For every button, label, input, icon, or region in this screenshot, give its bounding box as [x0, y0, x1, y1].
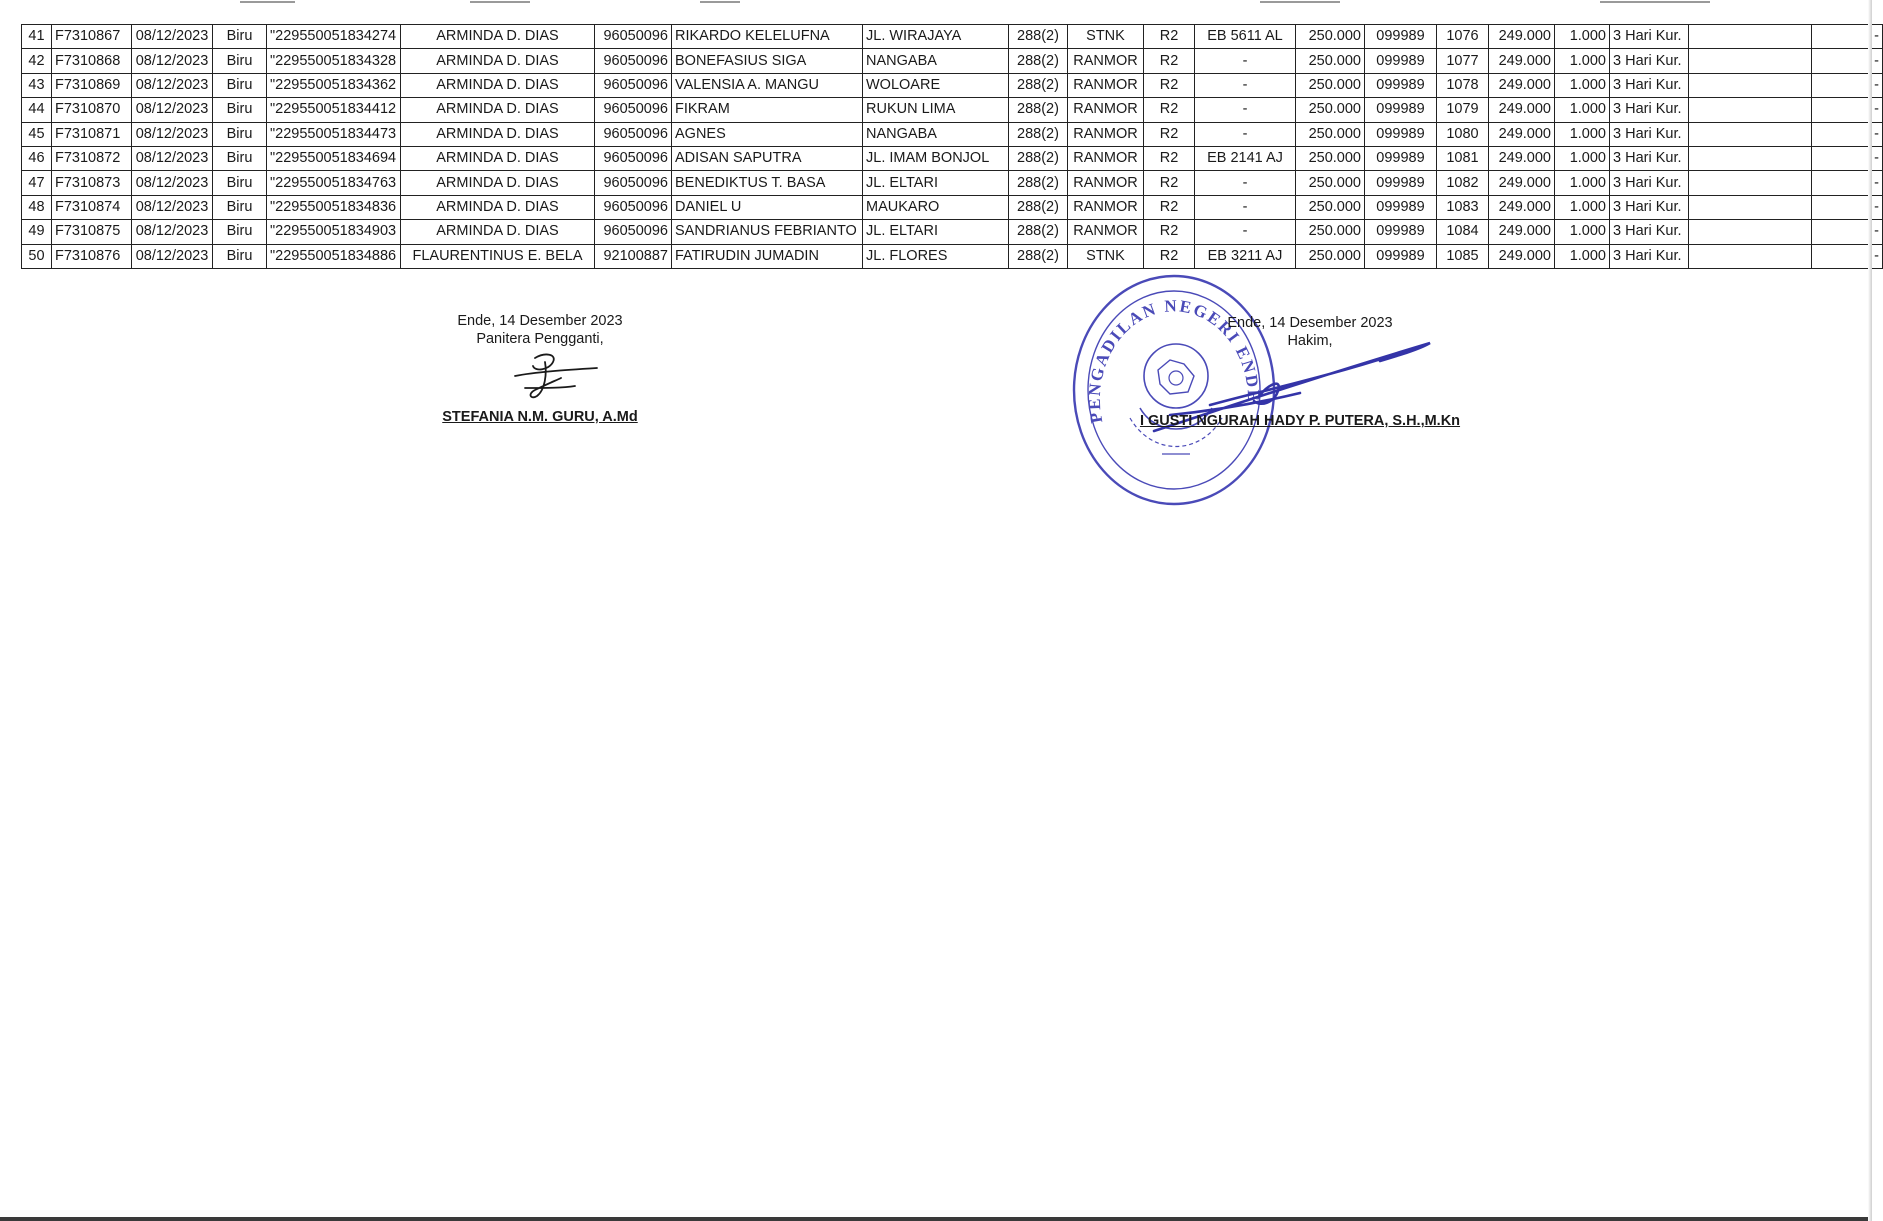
payment-code-cell: "229550051834836 [267, 195, 401, 219]
article-cell: 288(2) [1009, 98, 1068, 122]
sequence-number-cell: 1081 [1437, 146, 1489, 170]
officer-nrp-cell: 96050096 [595, 195, 672, 219]
dash-cell-cell: - [1812, 98, 1883, 122]
fine-amount-cell: 250.000 [1296, 146, 1365, 170]
account-code-cell: 099989 [1365, 73, 1437, 97]
plate-number-cell: - [1195, 73, 1296, 97]
table-row [22, 73, 1883, 97]
table-row [22, 195, 1883, 219]
ticket-number-cell: F7310874 [52, 195, 132, 219]
date-cell: 08/12/2023 [132, 73, 213, 97]
sequence-number-cell: 1077 [1437, 49, 1489, 73]
blank-cell-cell [1689, 244, 1812, 268]
seized-item-cell: RANMOR [1068, 73, 1144, 97]
article-cell: 288(2) [1009, 220, 1068, 244]
form-color-cell: Biru [213, 49, 267, 73]
offender-name-cell: FATIRUDIN JUMADIN [672, 244, 863, 268]
date-cell: 08/12/2023 [132, 49, 213, 73]
form-color-cell: Biru [213, 220, 267, 244]
offender-name-cell: RIKARDO KELELUFNA [672, 25, 863, 49]
fine-amount-cell: 250.000 [1296, 195, 1365, 219]
fee-cell: 1.000 [1555, 244, 1610, 268]
fee-cell: 1.000 [1555, 98, 1610, 122]
date-cell: 08/12/2023 [132, 195, 213, 219]
offender-address-cell: NANGABA [863, 122, 1009, 146]
scan-edge-right [1868, 0, 1872, 1221]
account-code-cell: 099989 [1365, 98, 1437, 122]
ticket-number-cell: F7310869 [52, 73, 132, 97]
offender-name-cell: ADISAN SAPUTRA [672, 146, 863, 170]
amount-paid-cell: 249.000 [1489, 195, 1555, 219]
fee-cell: 1.000 [1555, 122, 1610, 146]
offender-name-cell: VALENSIA A. MANGU [672, 73, 863, 97]
article-cell: 288(2) [1009, 171, 1068, 195]
amount-paid-cell: 249.000 [1489, 171, 1555, 195]
vehicle-type-cell: R2 [1144, 25, 1195, 49]
payment-code-cell: "229550051834763 [267, 171, 401, 195]
fine-amount-cell: 250.000 [1296, 220, 1365, 244]
row-number-cell: 47 [22, 171, 52, 195]
officer-name-cell: ARMINDA D. DIAS [401, 73, 595, 97]
blank-cell-cell [1689, 98, 1812, 122]
form-color-cell: Biru [213, 244, 267, 268]
form-color-cell: Biru [213, 25, 267, 49]
fine-amount-cell: 250.000 [1296, 49, 1365, 73]
vehicle-type-cell: R2 [1144, 73, 1195, 97]
scan-edge-bottom [0, 1217, 1872, 1221]
officer-nrp-cell: 96050096 [595, 49, 672, 73]
form-color-cell: Biru [213, 195, 267, 219]
officer-name-cell: ARMINDA D. DIAS [401, 25, 595, 49]
article-cell: 288(2) [1009, 25, 1068, 49]
seized-item-cell: RANMOR [1068, 146, 1144, 170]
offender-address-cell: WOLOARE [863, 73, 1009, 97]
blank-cell-cell [1689, 220, 1812, 244]
clerk-signature-mark [505, 350, 605, 405]
table-row [22, 98, 1883, 122]
table-row [22, 244, 1883, 268]
officer-name-cell: ARMINDA D. DIAS [401, 98, 595, 122]
vehicle-type-cell: R2 [1144, 98, 1195, 122]
account-code-cell: 099989 [1365, 146, 1437, 170]
fee-cell: 1.000 [1555, 171, 1610, 195]
row-number-cell: 45 [22, 122, 52, 146]
sequence-number-cell: 1085 [1437, 244, 1489, 268]
payment-code-cell: "229550051834903 [267, 220, 401, 244]
offender-name-cell: FIKRAM [672, 98, 863, 122]
offender-address-cell: RUKUN LIMA [863, 98, 1009, 122]
date-cell: 08/12/2023 [132, 98, 213, 122]
blank-cell-cell [1689, 195, 1812, 219]
stamp-text: PENGADILAN NEGERI ENDE [1084, 296, 1264, 425]
sequence-number-cell: 1082 [1437, 171, 1489, 195]
offender-name-cell: AGNES [672, 122, 863, 146]
fine-amount-cell: 250.000 [1296, 25, 1365, 49]
fee-cell: 1.000 [1555, 195, 1610, 219]
sequence-number-cell: 1079 [1437, 98, 1489, 122]
account-code-cell: 099989 [1365, 244, 1437, 268]
vehicle-type-cell: R2 [1144, 49, 1195, 73]
fine-amount-cell: 250.000 [1296, 171, 1365, 195]
remark-cell: 3 Hari Kur. [1610, 98, 1689, 122]
scan-mark [700, 1, 740, 3]
article-cell: 288(2) [1009, 122, 1068, 146]
seized-item-cell: RANMOR [1068, 171, 1144, 195]
amount-paid-cell: 249.000 [1489, 73, 1555, 97]
payment-code-cell: "229550051834694 [267, 146, 401, 170]
form-color-cell: Biru [213, 171, 267, 195]
payment-code-cell: "229550051834473 [267, 122, 401, 146]
form-color-cell: Biru [213, 122, 267, 146]
offender-address-cell: NANGABA [863, 49, 1009, 73]
clerk-name-block [420, 408, 660, 426]
row-number-cell: 46 [22, 146, 52, 170]
table-row [22, 146, 1883, 170]
amount-paid-cell: 249.000 [1489, 49, 1555, 73]
officer-nrp-cell: 96050096 [595, 122, 672, 146]
plate-number-cell: - [1195, 122, 1296, 146]
dash-cell-cell: - [1812, 220, 1883, 244]
table-row [22, 25, 1883, 49]
offender-address-cell: JL. ELTARI [863, 220, 1009, 244]
row-number-cell: 44 [22, 98, 52, 122]
blank-cell-cell [1689, 25, 1812, 49]
judge-name-block [1135, 412, 1465, 430]
ticket-number-cell: F7310870 [52, 98, 132, 122]
vehicle-type-cell: R2 [1144, 171, 1195, 195]
clerk-place-date: Ende, 14 Desember 2023 [457, 313, 623, 329]
blank-cell-cell [1689, 49, 1812, 73]
payment-code-cell: "229550051834886 [267, 244, 401, 268]
remark-cell: 3 Hari Kur. [1610, 220, 1689, 244]
row-number-cell: 42 [22, 49, 52, 73]
vehicle-type-cell: R2 [1144, 146, 1195, 170]
sequence-number-cell: 1078 [1437, 73, 1489, 97]
form-color-cell: Biru [213, 98, 267, 122]
account-code-cell: 099989 [1365, 220, 1437, 244]
plate-number-cell: EB 5611 AL [1195, 25, 1296, 49]
row-number-cell: 50 [22, 244, 52, 268]
plate-number-cell: - [1195, 171, 1296, 195]
amount-paid-cell: 249.000 [1489, 25, 1555, 49]
table-row [22, 49, 1883, 73]
offender-name-cell: DANIEL U [672, 195, 863, 219]
dash-cell-cell: - [1812, 195, 1883, 219]
remark-cell: 3 Hari Kur. [1610, 122, 1689, 146]
vehicle-type-cell: R2 [1144, 195, 1195, 219]
fine-amount-cell: 250.000 [1296, 122, 1365, 146]
plate-number-cell: EB 2141 AJ [1195, 146, 1296, 170]
article-cell: 288(2) [1009, 73, 1068, 97]
row-number-cell: 49 [22, 220, 52, 244]
article-cell: 288(2) [1009, 244, 1068, 268]
vehicle-type-cell: R2 [1144, 122, 1195, 146]
blank-cell-cell [1689, 171, 1812, 195]
seized-item-cell: RANMOR [1068, 122, 1144, 146]
dash-cell-cell: - [1812, 49, 1883, 73]
remark-cell: 3 Hari Kur. [1610, 195, 1689, 219]
scan-artifact-top [0, 0, 1872, 8]
officer-name-cell: ARMINDA D. DIAS [401, 171, 595, 195]
account-code-cell: 099989 [1365, 171, 1437, 195]
seized-item-cell: RANMOR [1068, 49, 1144, 73]
fine-amount-cell: 250.000 [1296, 73, 1365, 97]
ticket-number-cell: F7310873 [52, 171, 132, 195]
offender-address-cell: JL. IMAM BONJOL [863, 146, 1009, 170]
vehicle-type-cell: R2 [1144, 220, 1195, 244]
article-cell: 288(2) [1009, 146, 1068, 170]
date-cell: 08/12/2023 [132, 244, 213, 268]
dash-cell-cell: - [1812, 122, 1883, 146]
amount-paid-cell: 249.000 [1489, 98, 1555, 122]
fine-amount-cell: 250.000 [1296, 244, 1365, 268]
clerk-name: STEFANIA N.M. GURU, A.Md [442, 409, 638, 425]
officer-nrp-cell: 92100887 [595, 244, 672, 268]
plate-number-cell: - [1195, 49, 1296, 73]
blank-cell-cell [1689, 73, 1812, 97]
vehicle-type-cell: R2 [1144, 244, 1195, 268]
judge-place-date: Ende, 14 Desember 2023 [1227, 315, 1393, 331]
form-color-cell: Biru [213, 73, 267, 97]
row-number-cell: 41 [22, 25, 52, 49]
article-cell: 288(2) [1009, 195, 1068, 219]
amount-paid-cell: 249.000 [1489, 220, 1555, 244]
remark-cell: 3 Hari Kur. [1610, 244, 1689, 268]
officer-nrp-cell: 96050096 [595, 171, 672, 195]
amount-paid-cell: 249.000 [1489, 146, 1555, 170]
payment-code-cell: "229550051834274 [267, 25, 401, 49]
date-cell: 08/12/2023 [132, 171, 213, 195]
sequence-number-cell: 1076 [1437, 25, 1489, 49]
fee-cell: 1.000 [1555, 49, 1610, 73]
row-number-cell: 43 [22, 73, 52, 97]
plate-number-cell: - [1195, 195, 1296, 219]
remark-cell: 3 Hari Kur. [1610, 146, 1689, 170]
officer-name-cell: ARMINDA D. DIAS [401, 122, 595, 146]
seized-item-cell: STNK [1068, 25, 1144, 49]
table-row [22, 122, 1883, 146]
clerk-role: Panitera Pengganti, [476, 331, 604, 347]
dash-cell-cell: - [1812, 244, 1883, 268]
plate-number-cell: - [1195, 220, 1296, 244]
offender-address-cell: JL. WIRAJAYA [863, 25, 1009, 49]
officer-nrp-cell: 96050096 [595, 25, 672, 49]
officer-nrp-cell: 96050096 [595, 73, 672, 97]
blank-cell-cell [1689, 146, 1812, 170]
date-cell: 08/12/2023 [132, 25, 213, 49]
ticket-number-cell: F7310872 [52, 146, 132, 170]
offender-address-cell: MAUKARO [863, 195, 1009, 219]
officer-name-cell: ARMINDA D. DIAS [401, 220, 595, 244]
offender-name-cell: BENEDIKTUS T. BASA [672, 171, 863, 195]
account-code-cell: 099989 [1365, 49, 1437, 73]
seized-item-cell: RANMOR [1068, 98, 1144, 122]
officer-name-cell: ARMINDA D. DIAS [401, 49, 595, 73]
seized-item-cell: RANMOR [1068, 220, 1144, 244]
blank-cell-cell [1689, 122, 1812, 146]
date-cell: 08/12/2023 [132, 122, 213, 146]
fine-amount-cell: 250.000 [1296, 98, 1365, 122]
officer-nrp-cell: 96050096 [595, 98, 672, 122]
offender-address-cell: JL. FLORES [863, 244, 1009, 268]
amount-paid-cell: 249.000 [1489, 244, 1555, 268]
dash-cell-cell: - [1812, 73, 1883, 97]
ticket-number-cell: F7310871 [52, 122, 132, 146]
ticket-number-cell: F7310867 [52, 25, 132, 49]
remark-cell: 3 Hari Kur. [1610, 49, 1689, 73]
judge-name: I GUSTI NGURAH HADY P. PUTERA, S.H.,M.Kn [1139, 413, 1461, 429]
scan-mark [1600, 1, 1710, 3]
plate-number-cell: EB 3211 AJ [1195, 244, 1296, 268]
judge-role: Hakim, [1287, 333, 1333, 349]
ticket-number-cell: F7310875 [52, 220, 132, 244]
scan-mark [470, 1, 530, 3]
ticket-number-cell: F7310868 [52, 49, 132, 73]
scan-mark [1260, 1, 1340, 3]
seized-item-cell: RANMOR [1068, 195, 1144, 219]
scan-mark [240, 1, 295, 3]
offender-name-cell: SANDRIANUS FEBRIANTO [672, 220, 863, 244]
officer-name-cell: FLAURENTINUS E. BELA [401, 244, 595, 268]
sequence-number-cell: 1080 [1437, 122, 1489, 146]
ledger-body [22, 25, 1883, 269]
officer-name-cell: ARMINDA D. DIAS [401, 195, 595, 219]
fee-cell: 1.000 [1555, 146, 1610, 170]
fee-cell: 1.000 [1555, 73, 1610, 97]
account-code-cell: 099989 [1365, 122, 1437, 146]
date-cell: 08/12/2023 [132, 146, 213, 170]
remark-cell: 3 Hari Kur. [1610, 73, 1689, 97]
form-color-cell: Biru [213, 146, 267, 170]
article-cell: 288(2) [1009, 49, 1068, 73]
officer-name-cell: ARMINDA D. DIAS [401, 146, 595, 170]
plate-number-cell: - [1195, 98, 1296, 122]
sequence-number-cell: 1084 [1437, 220, 1489, 244]
ticket-number-cell: F7310876 [52, 244, 132, 268]
fine-ledger-table [21, 24, 1883, 269]
sequence-number-cell: 1083 [1437, 195, 1489, 219]
table-row [22, 220, 1883, 244]
account-code-cell: 099989 [1365, 195, 1437, 219]
table-row [22, 171, 1883, 195]
account-code-cell: 099989 [1365, 25, 1437, 49]
remark-cell: 3 Hari Kur. [1610, 25, 1689, 49]
offender-name-cell: BONEFASIUS SIGA [672, 49, 863, 73]
amount-paid-cell: 249.000 [1489, 122, 1555, 146]
seized-item-cell: STNK [1068, 244, 1144, 268]
payment-code-cell: "229550051834328 [267, 49, 401, 73]
row-number-cell: 48 [22, 195, 52, 219]
payment-code-cell: "229550051834362 [267, 73, 401, 97]
dash-cell-cell: - [1812, 171, 1883, 195]
dash-cell-cell: - [1812, 25, 1883, 49]
payment-code-cell: "229550051834412 [267, 98, 401, 122]
remark-cell: 3 Hari Kur. [1610, 171, 1689, 195]
officer-nrp-cell: 96050096 [595, 146, 672, 170]
offender-address-cell: JL. ELTARI [863, 171, 1009, 195]
officer-nrp-cell: 96050096 [595, 220, 672, 244]
date-cell: 08/12/2023 [132, 220, 213, 244]
fee-cell: 1.000 [1555, 25, 1610, 49]
fee-cell: 1.000 [1555, 220, 1610, 244]
clerk-signature-block [420, 312, 660, 348]
dash-cell-cell: - [1812, 146, 1883, 170]
